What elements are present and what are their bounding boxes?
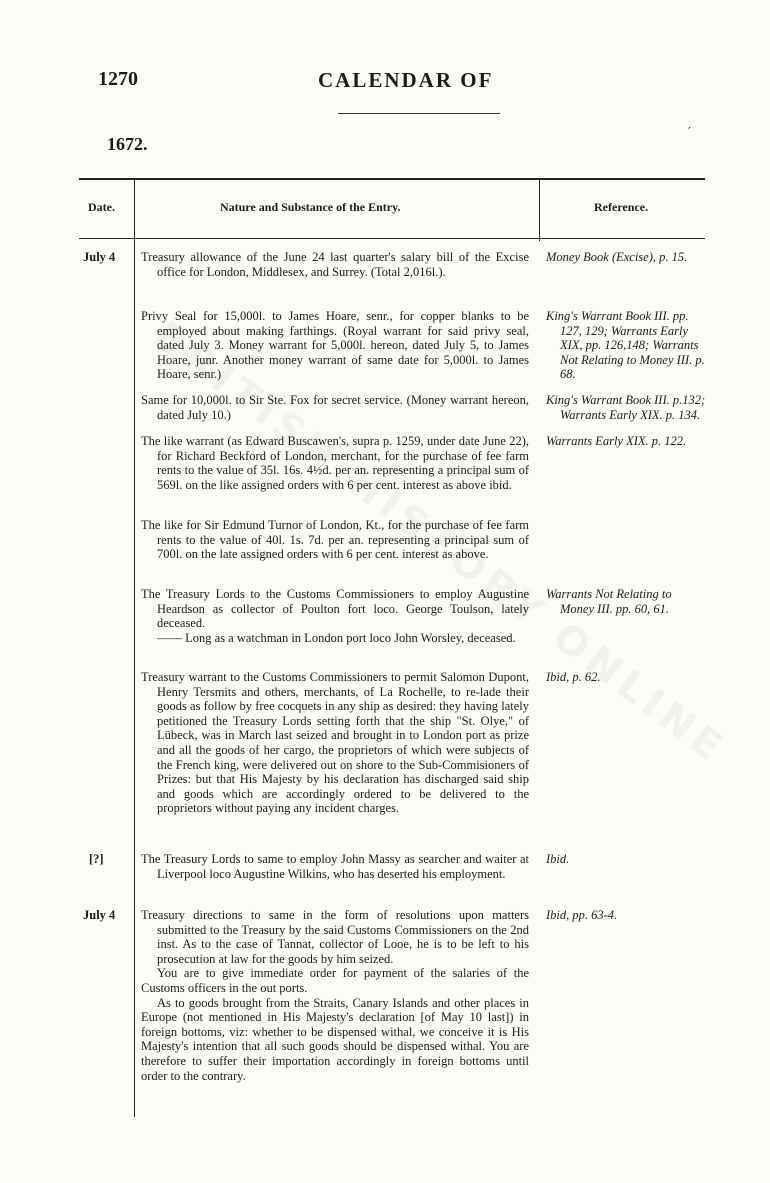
entry-date: July 4 [83, 908, 116, 922]
entry-text: Treasury warrant to the Customs Commissioners to permit Salomon Dupont, Henry Tersmits and others, merchants, of La Rochelle, to re-lade their goods as follow by free cocquets in any ship as desired: they having lately petitioned the Treasury Lords setting forth that the ship "St. Olye," of Lübeck, was in March last seized and brought in to London port as prize and all the goods of her cargo, the proprietors of which were subjects of the French king, were delivered out on shore to the Sub-Commisioners of Prizes: but that His Majesty by his declaration has discharged said ship and goods which are accordingly ordered to be delivered to the proprietors without paying any incident charges. [141, 670, 529, 816]
margin-mark: ˊ [686, 126, 692, 139]
entry-text: Treasury directions to same in the form of resolutions upon matters submitted to the Treasury by the said Customs Commissioners on the 2nd inst. As to the case of Tannat, collector of Looe, he is to be left to his prosecution at law for the goods by him seized. You are to give immediate order for payment of the salaries of the Customs officers in the out ports. As to goods brought from the Straits, Canary Islands and other places in Europe (not mentioned in His Majesty's declaration [of May 10 last]) in foreign bottoms, viz: whether to be dispensed withal, we conceive it is His Majesty's intention that all such goods should be dispensed withal. You are therefore to suffer their importation accordingly in foreign bottoms until order to the contrary. [141, 908, 529, 1083]
entry-paragraph: As to goods brought from the Straits, Canary Islands and other places in Europe (not mentioned in His Majesty's declaration [of May 10 last]) in foreign bottoms, viz: whether to be dispensed withal, we conceive it is His Majesty's intention that all such goods should be dispensed withal. You are therefore to suffer their importation accordingly in foreign bottoms until order to the contrary. [141, 995, 529, 1083]
entry-reference: Money Book (Excise), p. 15. [546, 250, 688, 264]
column-rule-date [134, 179, 135, 1117]
entry-text: The like warrant (as Edward Buscawen's, supra p. 1259, under date June 22), for Richard Beckford of London, merchant, for the purchase of fee farm rents to the value of 35l. 16s. 4½d. per an. representing a principal sum of 569l. on the like assigned orders with 6 per cent. interest as above ibid. [141, 434, 529, 492]
entry-text: The Treasury Lords to same to employ John Massy as searcher and waiter at Liverpool loco Augustine Wilkins, who has deserted his employment. [141, 852, 529, 881]
entry-reference: Warrants Early XIX. p. 122. [546, 434, 687, 448]
entry-reference: King's Warrant Book III. pp. 127, 129; Warrants Early XIX, pp. 126,148; Warrants Not Relating to Money III. p. 68. [546, 309, 705, 382]
entry-date: [?] [89, 852, 104, 866]
entry-text: Same for 10,000l. to Sir Ste. Fox for secret service. (Money warrant hereon, dated July 10.) [141, 393, 529, 422]
entry-reference: Ibid, pp. 63-4. [546, 908, 618, 922]
entry-text: The Treasury Lords to the Customs Commissioners to employ Augustine Heardson as collector of Poulton fort loco. George Toulson, lately deceased. —— Long as a watchman in London port loco John Worsley, deceased. [141, 587, 529, 645]
head-rule [338, 113, 500, 114]
entry-reference: Ibid. [546, 852, 570, 866]
page-number: 1270 [98, 68, 138, 90]
entry-reference: Ibid, p. 62. [546, 670, 601, 684]
entry-text: Treasury allowance of the June 24 last quarter's salary bill of the Excise office for London, Middlesex, and Surrey. (Total 2,016l.). [141, 250, 529, 279]
column-rule-reference [539, 179, 540, 241]
entry-paragraph: You are to give immediate order for payment of the salaries of the Customs officers in the out ports. [141, 966, 529, 995]
table-top-rule [79, 178, 705, 180]
entry-reference: King's Warrant Book III. p.132; Warrants Early XIX. p. 134. [546, 393, 706, 422]
entry-date: July 4 [83, 250, 116, 264]
header-nature: Nature and Substance of the Entry. [220, 200, 401, 214]
header-reference: Reference. [594, 200, 649, 214]
entry-text: The like for Sir Edmund Turnor of London, Kt., for the purchase of fee farm rents to the value of 40l. 1s. 7d. per an. representing a principal sum of 700l. on the late assigned orders with 6 per cent. interest as above. [141, 518, 529, 562]
year-heading: 1672. [107, 134, 148, 154]
header-date: Date. [88, 200, 115, 214]
entry-text: Privy Seal for 15,000l. to James Hoare, senr., for copper blanks to be employed about making farthings. (Royal warrant for said privy seal, dated July 3. Money warrant for 5,000l. hereon, dated July 5, to James Hoare, junr. Another money warrant of same date for 5,000l. to James Hoare, senr.) [141, 309, 529, 382]
entry-text-continuation: —— Long as a watchman in London port loco John Worsley, deceased. [157, 630, 516, 645]
table-header-rule [79, 238, 705, 239]
running-head: CALENDAR OF [318, 68, 494, 92]
entry-reference: Warrants Not Relating to Money III. pp. 60, 61. [546, 587, 672, 616]
